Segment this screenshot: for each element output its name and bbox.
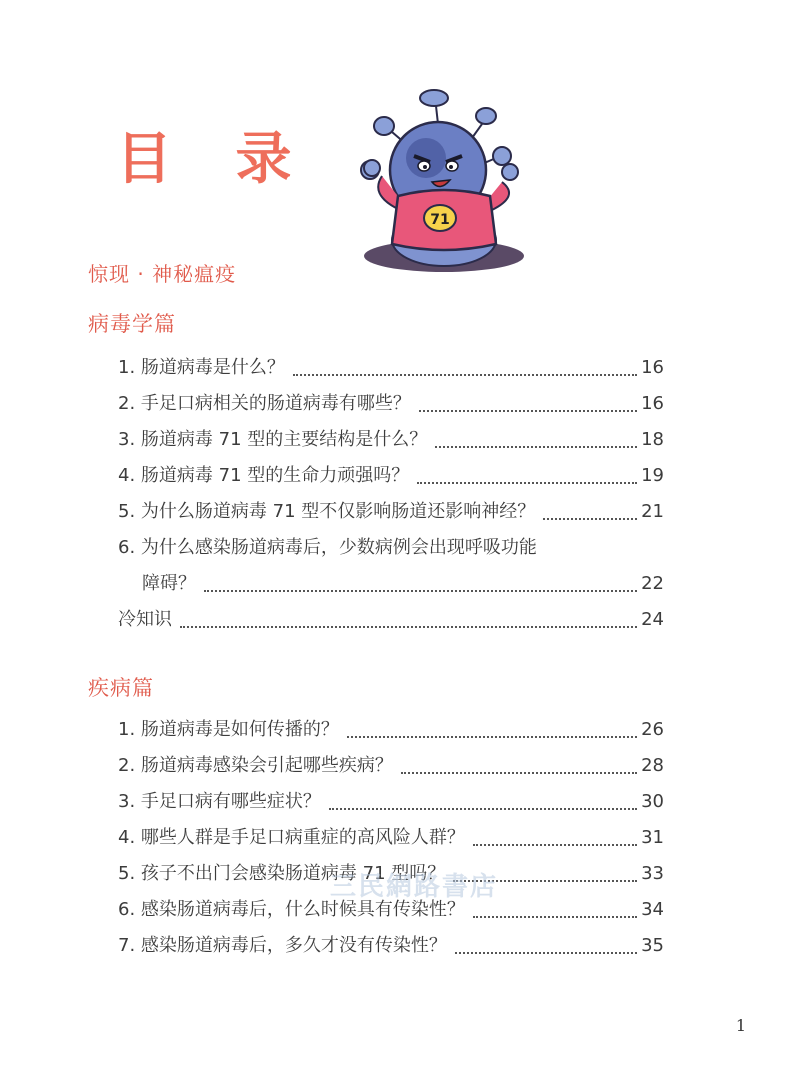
toc-entry[interactable] (118, 422, 664, 458)
dot-leader (473, 916, 637, 918)
part-heading: 惊现 · 神秘瘟疫 (88, 262, 237, 286)
toc-page-number: 24 (641, 609, 664, 630)
dot-leader (329, 808, 637, 810)
dot-leader (455, 952, 637, 954)
toc-page-number: 33 (641, 863, 664, 884)
toc-entry-text: 7. 感染肠道病毒后，多久才没有传染性？ (118, 935, 447, 956)
toc-entry-text: 1. 肠道病毒是什么？ (118, 357, 285, 378)
toc-entry[interactable] (118, 530, 664, 602)
toc-page-number: 21 (641, 501, 664, 522)
toc-entry[interactable] (118, 784, 664, 820)
toc-page-number: 18 (641, 429, 664, 450)
dot-leader (347, 736, 637, 738)
page-title: 目 录 (116, 127, 314, 192)
dot-leader (293, 374, 637, 376)
dot-leader (543, 518, 637, 520)
toc-entry-text: 2. 手足口病相关的肠道病毒有哪些？ (118, 393, 411, 414)
toc-entry[interactable] (118, 748, 664, 784)
toc-entry-text: 2. 肠道病毒感染会引起哪些疾病？ (118, 755, 393, 776)
toc-entry[interactable] (118, 820, 664, 856)
dot-leader (401, 772, 637, 774)
dot-leader (435, 446, 637, 448)
toc-page-number: 31 (641, 827, 664, 848)
toc-page-number: 30 (641, 791, 664, 812)
toc-entry-text: 4. 肠道病毒 71 型的生命力顽强吗？ (118, 465, 410, 486)
toc-entry-text: 1. 肠道病毒是如何传播的？ (118, 719, 339, 740)
toc-entry[interactable] (118, 856, 664, 892)
toc-list-disease (118, 712, 664, 964)
toc-entry-text: 6. 为什么感染肠道病毒后，少数病例会出现呼吸功能 (118, 537, 537, 558)
section-heading-disease: 疾病篇 (88, 676, 154, 700)
mascot-badge-number: 71 (430, 212, 450, 228)
toc-page-number: 16 (641, 393, 664, 414)
toc-entry-text: 冷知识 (118, 609, 172, 630)
toc-entry-text: 4. 哪些人群是手足口病重症的高风险人群？ (118, 827, 465, 848)
toc-entry-text: 5. 孩子不出门会感染肠道病毒 71 型吗？ (118, 863, 446, 884)
toc-entry[interactable] (118, 892, 664, 928)
toc-page-number: 35 (641, 935, 664, 956)
toc-entry-text: 6. 感染肠道病毒后，什么时候具有传染性？ (118, 899, 465, 920)
toc-page-number: 28 (641, 755, 664, 776)
section-heading-virology: 病毒学篇 (88, 312, 176, 336)
toc-entry[interactable] (118, 928, 664, 964)
virus-mascot-illustration (352, 84, 542, 276)
toc-page-number: 22 (641, 573, 664, 594)
toc-list-virology (118, 350, 664, 638)
toc-entry-text-continued: 障碍？ (142, 573, 196, 594)
toc-page-number: 26 (641, 719, 664, 740)
toc-entry-text: 5. 为什么肠道病毒 71 型不仅影响肠道还影响神经？ (118, 501, 536, 522)
bookstore-watermark: 三民網路書店 (330, 872, 499, 902)
toc-page-number: 19 (641, 465, 664, 486)
toc-page-number: 34 (641, 899, 664, 920)
toc-entry[interactable] (118, 350, 664, 386)
toc-entry[interactable] (118, 458, 664, 494)
page-number: 1 (735, 1016, 746, 1035)
toc-entry[interactable] (118, 712, 664, 748)
dot-leader (453, 880, 637, 882)
dot-leader (204, 590, 637, 592)
dot-leader (419, 410, 637, 412)
toc-entry-text: 3. 肠道病毒 71 型的主要结构是什么？ (118, 429, 428, 450)
toc-entry-text: 3. 手足口病有哪些症状？ (118, 791, 321, 812)
toc-entry[interactable] (118, 386, 664, 422)
toc-entry[interactable] (118, 602, 664, 638)
toc-page-number: 16 (641, 357, 664, 378)
dot-leader (180, 626, 637, 628)
dot-leader (473, 844, 637, 846)
dot-leader (417, 482, 637, 484)
toc-entry[interactable] (118, 494, 664, 530)
